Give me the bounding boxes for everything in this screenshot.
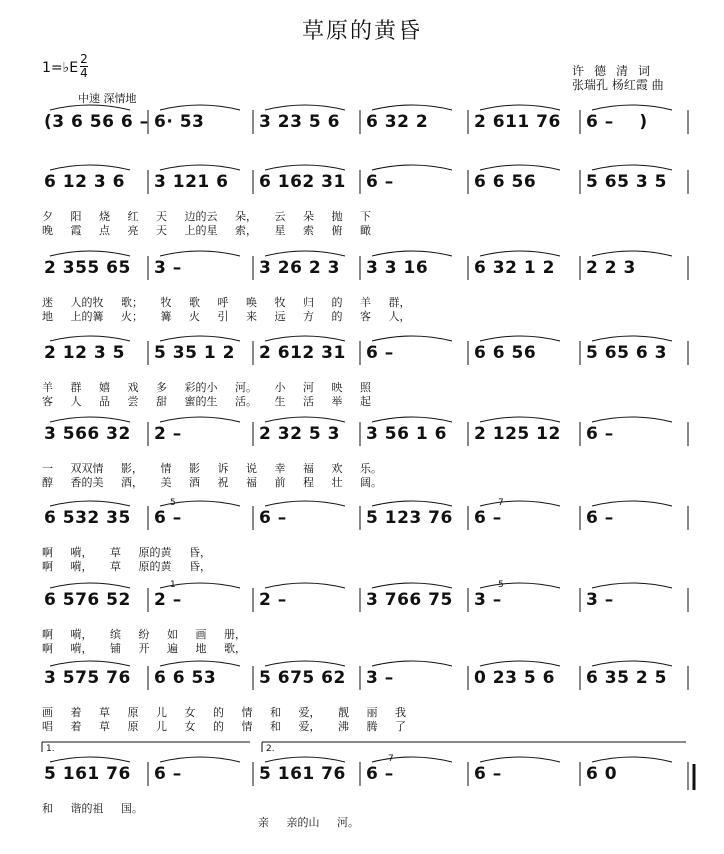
slur-mark — [592, 336, 672, 341]
slur-mark — [592, 417, 672, 422]
measure-notes: 6 – ) — [586, 112, 648, 132]
slur-mark — [50, 757, 130, 762]
slur-mark — [480, 336, 560, 341]
measure-notes: 6 32 1 2 — [474, 258, 555, 278]
slur-mark — [480, 417, 560, 422]
lyric-line: 啊 嗬， 铺 开 遍 地 歌， — [42, 642, 246, 655]
lyric-line: 客 人 品 尝 甜 蜜的生 活。 生 活 举 起 — [42, 395, 371, 408]
slur-mark — [592, 661, 672, 666]
measure-notes: 3 56 1 6 — [366, 424, 447, 444]
volta-first: 1. — [46, 744, 55, 754]
slur-mark — [480, 757, 560, 762]
lyric-line: 醇 香的美 酒， 美 酒 祝 福 前 程 壮 阔。 — [42, 476, 382, 489]
measure-notes: 0 23 5 6 — [474, 668, 555, 688]
measure-notes: 2 125 12 — [474, 424, 561, 444]
slur-mark — [160, 757, 240, 762]
slur-mark — [50, 583, 130, 588]
measure-notes: 5 65 3 5 — [586, 172, 667, 192]
slur-mark — [372, 336, 452, 341]
key-signature: 1=♭E — [42, 60, 79, 76]
slur-mark — [372, 661, 452, 666]
grace-note: 1 — [170, 580, 176, 590]
slur-mark — [265, 251, 345, 256]
slur-mark — [265, 583, 345, 588]
tempo-marking: 中速 深情地 — [78, 92, 137, 105]
measure-notes: 6· 53 — [154, 112, 205, 132]
measure-notes: 6 – — [259, 508, 287, 528]
lyric-line: 亲 亲的山 河。 — [258, 816, 359, 829]
composer-credit: 张瑞孔 杨红霞 曲 — [572, 78, 664, 92]
measure-notes: 6 532 35 — [44, 508, 131, 528]
measure-notes: 6 6 53 — [154, 668, 217, 688]
grace-note: 5 — [498, 580, 504, 590]
slur-mark — [592, 757, 672, 762]
measure-notes: 5 35 1 2 — [154, 343, 235, 363]
time-signature — [80, 53, 88, 80]
measure-notes: 6 – — [474, 764, 502, 784]
slur-mark — [160, 417, 240, 422]
slur-mark — [160, 165, 240, 170]
slur-mark — [265, 336, 345, 341]
slur-mark — [592, 251, 672, 256]
measure-notes: 3 26 2 3 — [259, 258, 340, 278]
slur-mark — [50, 661, 130, 666]
slur-mark — [372, 105, 452, 110]
lyric-line: 啊 嗬， 草 原的黄 昏， — [42, 546, 211, 559]
time-bottom: 4 — [80, 66, 88, 80]
measure-notes: 2 355 65 — [44, 258, 131, 278]
measure-notes: 6 6 56 — [474, 343, 537, 363]
measure-notes: 3 566 32 — [44, 424, 131, 444]
slur-mark — [160, 105, 240, 110]
slur-mark — [480, 165, 560, 170]
lyric-line: 和 谐的祖 国。 — [42, 802, 143, 815]
measure-notes: 3 121 6 — [154, 172, 229, 192]
grace-note: 7 — [388, 754, 394, 764]
slur-mark — [50, 501, 130, 506]
slur-mark — [160, 336, 240, 341]
measure-notes: 2 – — [259, 590, 287, 610]
slur-mark — [592, 501, 672, 506]
slur-mark — [372, 251, 452, 256]
measure-notes: 6 35 2 5 — [586, 668, 667, 688]
slur-mark — [265, 105, 345, 110]
slur-mark — [480, 583, 560, 588]
measure-notes: 6 – — [366, 764, 394, 784]
lyric-line: 啊 嗬， 缤 纷 如 画 册， — [42, 628, 246, 641]
slur-mark — [50, 417, 130, 422]
page-title: 草原的黄昏 — [301, 19, 422, 44]
measure-notes: 6 – — [154, 764, 182, 784]
slur-mark — [592, 105, 672, 110]
lyricist-credit: 许德清词 — [572, 64, 661, 78]
measure-notes: 6 – — [154, 508, 182, 528]
measure-notes: 2 – — [154, 424, 182, 444]
measure-notes: 6 – — [474, 508, 502, 528]
measure-notes: 3 3 16 — [366, 258, 429, 278]
lyric-line: 一 双双情 影， 情 影 诉 说 幸 福 欢 乐。 — [42, 462, 382, 475]
measure-notes: 6 0 — [586, 764, 618, 784]
slur-mark — [50, 165, 130, 170]
lyric-line: 地 上的篝 火； 篝 火 引 来 远 方 的 客 人， — [42, 310, 411, 323]
grace-note: 5 — [170, 498, 176, 508]
measure-notes: 3 575 76 — [44, 668, 131, 688]
slur-mark — [50, 336, 130, 341]
measure-notes: 5 161 76 — [44, 764, 131, 784]
slur-mark — [372, 583, 452, 588]
slur-mark — [265, 661, 345, 666]
measure-notes: 5 65 6 3 — [586, 343, 667, 363]
measure-notes: 3 – — [366, 668, 394, 688]
measure-notes: 2 32 5 3 — [259, 424, 340, 444]
measure-notes: 6 – — [366, 172, 394, 192]
measure-notes: 6 6 56 — [474, 172, 537, 192]
lyric-line: 唱 着 草 原 儿 女 的 情 和 爱， 沸 腾 了 — [42, 720, 406, 733]
slur-mark — [480, 251, 560, 256]
slur-mark — [592, 165, 672, 170]
measure-notes: 3 766 75 — [366, 590, 453, 610]
lyric-line: 夕 阳 烧 红 天 边的云 朵， 云 朵 抛 下 — [42, 210, 371, 223]
measure-notes: 2 612 31 — [259, 343, 346, 363]
measure-notes: 2 12 3 5 — [44, 343, 125, 363]
slur-mark — [265, 165, 345, 170]
measure-notes: 5 123 76 — [366, 508, 453, 528]
lyric-line: 晚 霞 点 亮 天 上的星 索， 星 索 俯 瞰 — [42, 224, 371, 237]
measure-notes: 3 23 5 6 — [259, 112, 340, 132]
time-top: 2 — [80, 52, 88, 66]
measure-notes: 6 32 2 — [366, 112, 429, 132]
slur-mark — [480, 661, 560, 666]
slur-mark — [50, 251, 130, 256]
lyric-line: 画 着 草 原 儿 女 的 情 和 爱， 靓 丽 我 — [42, 706, 406, 719]
volta-second: 2. — [266, 744, 275, 754]
lyric-line: 啊 嗬， 草 原的黄 昏， — [42, 560, 211, 573]
measure-notes: 2 2 3 — [586, 258, 636, 278]
slur-mark — [372, 417, 452, 422]
measure-notes: 6 – — [366, 343, 394, 363]
slur-mark — [480, 105, 560, 110]
measure-notes: 6 576 52 — [44, 590, 131, 610]
slur-mark — [372, 165, 452, 170]
lyric-line: 羊 群 嬉 戏 多 彩的小 河。 小 河 映 照 — [42, 381, 371, 394]
measure-notes: 3 – — [586, 590, 614, 610]
slur-mark — [265, 501, 345, 506]
measure-notes: 2 – — [154, 590, 182, 610]
slur-mark — [265, 757, 345, 762]
measure-notes: 6 162 31 — [259, 172, 346, 192]
measure-notes: 5 675 62 — [259, 668, 346, 688]
measure-notes: 6 12 3 6 — [44, 172, 125, 192]
measure-notes: 3 – — [154, 258, 182, 278]
slur-mark — [372, 757, 452, 762]
measure-notes: (3 6 56 6 – — [44, 112, 149, 132]
measure-notes: 5 161 76 — [259, 764, 346, 784]
slur-mark — [160, 661, 240, 666]
slur-mark — [592, 583, 672, 588]
lyric-line: 迷 人的牧 歌； 牧 歌 呼 唤 牧 归 的 羊 群， — [42, 296, 411, 309]
slur-mark — [160, 251, 240, 256]
measure-notes: 6 – — [586, 424, 614, 444]
slur-mark — [265, 417, 345, 422]
measure-notes: 2 611 76 — [474, 112, 561, 132]
measure-notes: 6 – — [586, 508, 614, 528]
measure-notes: 3 – — [474, 590, 502, 610]
grace-note: 7 — [498, 498, 504, 508]
slur-mark — [372, 501, 452, 506]
slur-mark — [480, 501, 560, 506]
